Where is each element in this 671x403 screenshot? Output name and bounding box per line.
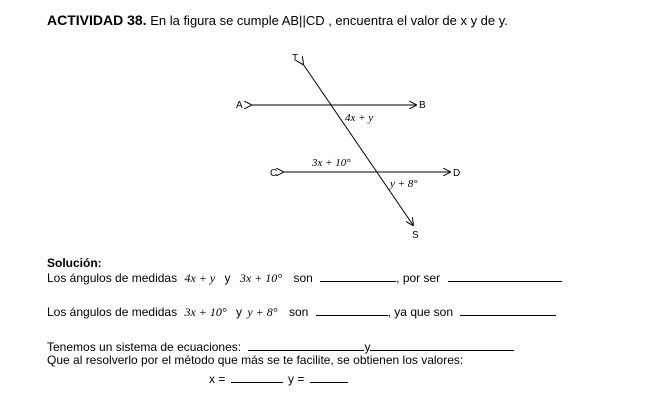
line2-son: son (288, 305, 309, 319)
line1-prefix: Los ángulos de medidas (47, 271, 178, 285)
line2-expr1: 3x + 10° (184, 305, 227, 319)
solution-line-5 (209, 372, 348, 386)
line1-answer-blank-2[interactable] (448, 271, 562, 282)
point-label-b: B (419, 100, 426, 111)
point-label-s: S (412, 230, 419, 241)
line1-expr1: 4x + y (184, 271, 216, 285)
point-label-d: D (453, 168, 461, 179)
solution-line-3 (47, 340, 514, 354)
line2-answer-blank-2[interactable] (460, 305, 556, 316)
point-label-t: T (292, 53, 299, 64)
line1-son: son (293, 271, 313, 285)
x-label: x = (209, 372, 226, 386)
solution-line-2 (47, 305, 556, 320)
line3-prefix: Tenemos un sistema de ecuaciones: (47, 340, 242, 354)
x-answer-blank[interactable] (231, 372, 283, 383)
line2-prefix: Los ángulos de medidas (47, 305, 178, 319)
line1-answer-blank-1[interactable] (320, 271, 396, 282)
activity-text: En la figura se cumple AB||CD , encuentra el valor de x y de y. (150, 13, 508, 28)
line2-expr2: y + 8° (247, 305, 278, 319)
solution-line-1 (47, 271, 562, 286)
equation-blank-2[interactable] (370, 340, 514, 351)
solution-heading: Solución: (47, 256, 102, 270)
angle-label-3x-plus-10: 3x + 10° (312, 157, 351, 169)
y-answer-blank[interactable] (310, 372, 348, 383)
angle-label-y-plus-8: y + 8° (390, 178, 418, 190)
line2-middle: , ya que son (387, 305, 454, 319)
line1-middle: , por ser (396, 271, 441, 285)
line2-joiner: y (236, 305, 243, 319)
equation-blank-1[interactable] (248, 340, 364, 351)
point-label-a: A (236, 100, 243, 111)
y-label: y = (288, 372, 305, 386)
line1-expr2: 3x + 10° (239, 271, 283, 285)
line1-joiner: y (224, 271, 231, 285)
activity-label: ACTIVIDAD 38. (47, 12, 147, 28)
point-label-c: C (270, 168, 278, 179)
transversal-ts (303, 64, 413, 225)
angle-label-4x-plus-y: 4x + y (345, 112, 374, 124)
line2-answer-blank-1[interactable] (316, 305, 388, 316)
solution-line-4: Que al resolverlo por el método que más se te facilite, se obtienen los valores: (47, 353, 464, 367)
line3-joiner: y (364, 340, 371, 354)
